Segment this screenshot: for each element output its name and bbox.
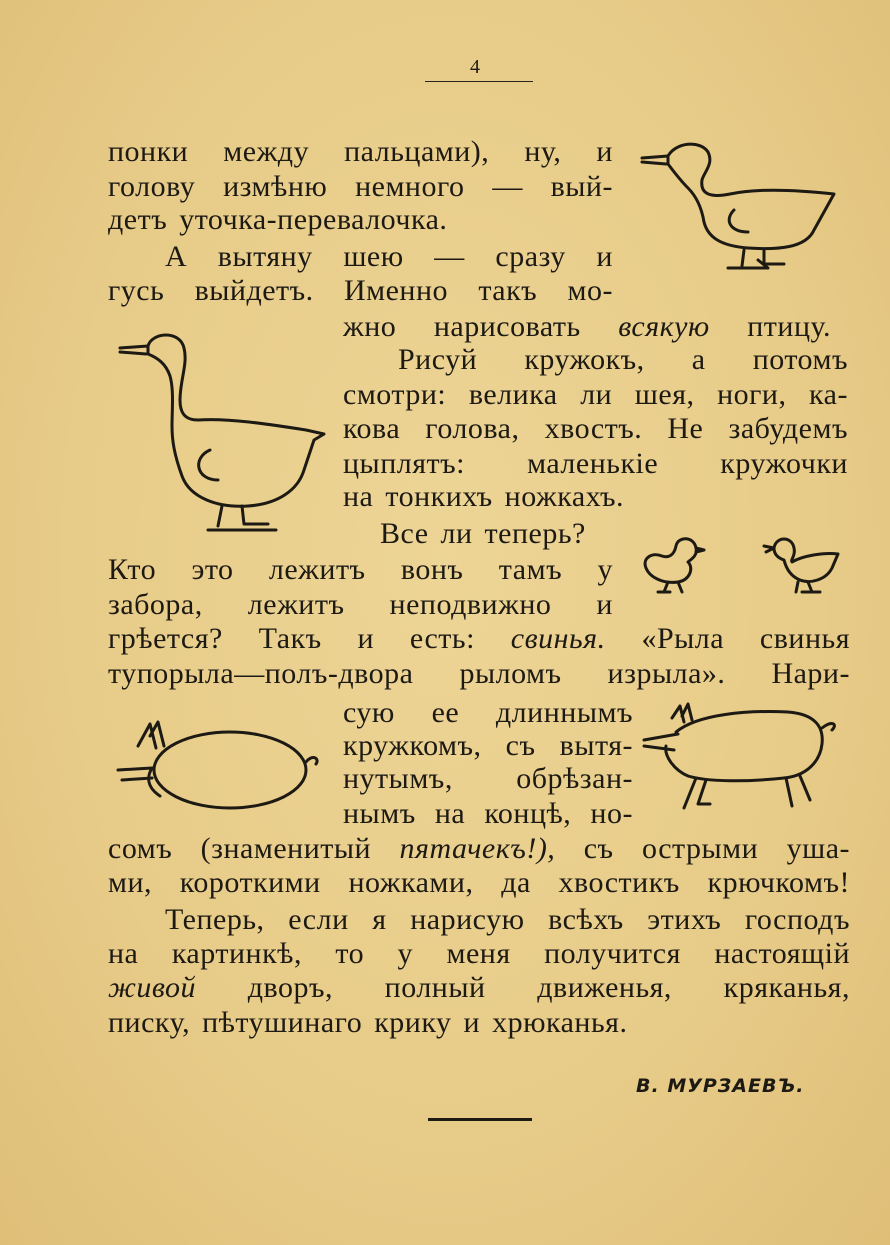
word: хрюканья. xyxy=(492,1006,628,1039)
word: между xyxy=(223,135,310,168)
word: господъ xyxy=(744,903,850,936)
word: вонъ xyxy=(400,553,464,586)
text-line xyxy=(108,937,850,971)
word: тонкихъ xyxy=(385,480,493,513)
text-line xyxy=(108,1006,627,1040)
word: полный xyxy=(384,971,486,1004)
word: ее xyxy=(431,696,460,729)
word: «Рыла xyxy=(641,622,725,655)
word: измѣню xyxy=(223,170,328,203)
text-line xyxy=(108,657,850,691)
chick-drawing xyxy=(638,534,708,594)
text-line xyxy=(343,447,848,481)
word: и xyxy=(596,135,613,168)
word: цыплятъ: xyxy=(343,447,465,480)
text-line xyxy=(108,135,613,169)
word: Именно xyxy=(343,274,449,307)
word: ну, xyxy=(524,135,562,168)
word: свинья. xyxy=(510,622,606,655)
word: короткими xyxy=(179,866,321,899)
word: кряканья, xyxy=(723,971,850,1004)
word: крику xyxy=(374,1006,452,1039)
word: дворъ, xyxy=(247,971,333,1004)
word: Не xyxy=(667,412,704,445)
word: сую xyxy=(343,696,395,729)
word: настоящій xyxy=(714,937,850,970)
word: Рисуй xyxy=(398,343,478,376)
word: длиннымъ xyxy=(495,696,633,729)
word: тупорыла—полъ-двора xyxy=(108,657,414,690)
word: неподвижно xyxy=(389,588,552,621)
text-line xyxy=(343,378,848,412)
word: и xyxy=(463,1006,481,1039)
word: движенья, xyxy=(537,971,672,1004)
word: нымъ xyxy=(343,797,416,830)
text-line xyxy=(108,274,613,308)
author-signature: В. МУРЗАЕВЪ. xyxy=(636,1075,805,1097)
word: пальцами), xyxy=(344,135,490,168)
word: обрѣзан- xyxy=(516,762,633,795)
pig-lying-drawing xyxy=(112,718,332,818)
word: меня xyxy=(446,937,511,970)
word: ножками, xyxy=(348,866,474,899)
word: и xyxy=(596,588,613,621)
word: нутымъ, xyxy=(343,762,453,795)
word: вытяну xyxy=(217,240,313,273)
word: мо- xyxy=(567,274,613,307)
word: лежитъ xyxy=(247,588,345,621)
text-line xyxy=(108,170,613,204)
word: Кто xyxy=(108,553,157,586)
word: у xyxy=(597,553,613,586)
word: нарисую xyxy=(410,903,525,936)
text-line xyxy=(343,729,633,763)
pig-standing-drawing xyxy=(638,700,838,815)
word: крючкомъ! xyxy=(707,866,850,899)
header-rule xyxy=(425,81,533,82)
word: но- xyxy=(590,797,633,830)
word: сразу xyxy=(495,240,566,273)
word: Такъ xyxy=(258,622,322,655)
text-line xyxy=(398,343,848,377)
word: съ xyxy=(505,729,536,762)
footer-rule xyxy=(428,1118,532,1121)
word: свинья xyxy=(759,622,850,655)
duck-drawing xyxy=(638,138,843,273)
word: я xyxy=(372,903,387,936)
word: ми, xyxy=(108,866,153,899)
word: голову xyxy=(108,170,196,203)
page-number: 4 xyxy=(470,56,480,78)
word: смотри: xyxy=(343,378,447,411)
word: велика xyxy=(468,378,558,411)
text-line xyxy=(343,696,633,730)
word: Нари- xyxy=(771,657,850,690)
word: этихъ xyxy=(647,903,722,936)
word: изрыла». xyxy=(607,657,726,690)
word: ли xyxy=(580,378,613,411)
word: голова, xyxy=(425,412,520,445)
word: есть: xyxy=(409,622,475,655)
word: ка- xyxy=(809,378,848,411)
word: потомъ xyxy=(752,343,848,376)
text-line xyxy=(165,903,850,937)
text-line xyxy=(343,310,831,344)
text-line xyxy=(343,762,633,796)
word: если xyxy=(288,903,349,936)
word: хвостикъ xyxy=(558,866,680,899)
word: такъ xyxy=(478,274,538,307)
word: забора, xyxy=(108,588,203,621)
text-line xyxy=(343,412,848,446)
word: на xyxy=(434,797,466,830)
word: жно xyxy=(343,310,397,343)
chick-drawing-2 xyxy=(762,534,847,594)
word: кружкомъ, xyxy=(343,729,482,762)
text-line xyxy=(108,971,850,1005)
word: А xyxy=(165,240,188,273)
word: кружочки xyxy=(720,447,848,480)
word: концѣ, xyxy=(484,797,572,830)
word: вый- xyxy=(550,170,613,203)
word: на xyxy=(343,480,374,513)
word: тамъ xyxy=(498,553,563,586)
word: кружокъ, xyxy=(524,343,645,376)
word: шею xyxy=(343,240,404,273)
word: острыми xyxy=(641,832,759,865)
word: птицу. xyxy=(747,310,831,343)
word: да xyxy=(501,866,531,899)
text-line xyxy=(108,622,850,656)
word: ножкахъ. xyxy=(504,480,624,513)
text-line xyxy=(108,588,613,622)
word: понки xyxy=(108,135,189,168)
word: у xyxy=(397,937,414,970)
word: ли xyxy=(440,517,473,550)
word: и xyxy=(596,240,613,273)
word: писку, xyxy=(108,1006,191,1039)
word: гусь xyxy=(108,274,165,307)
text-line xyxy=(108,832,850,866)
word: Теперь, xyxy=(165,903,265,936)
word: грѣется? xyxy=(108,622,223,655)
word: это xyxy=(191,553,234,586)
text-line xyxy=(108,203,447,237)
text-line xyxy=(343,797,633,831)
word: всѣхъ xyxy=(548,903,624,936)
word: — xyxy=(492,170,523,203)
word: забудемъ xyxy=(728,412,848,445)
text-line xyxy=(380,517,586,551)
word: съ xyxy=(583,832,614,865)
word: выйдетъ. xyxy=(194,274,314,307)
text-line xyxy=(108,553,613,587)
text-line xyxy=(108,866,850,900)
word: сомъ xyxy=(108,832,173,865)
word: кова xyxy=(343,412,401,445)
word: нарисовать xyxy=(433,310,581,343)
word: (знаменитый xyxy=(200,832,372,865)
word: картинкѣ, xyxy=(171,937,302,970)
word: уточка-перевалочка. xyxy=(179,203,448,236)
word: шея, xyxy=(634,378,695,411)
text-line xyxy=(165,240,613,274)
word: лежитъ xyxy=(268,553,366,586)
word: вытя- xyxy=(559,729,633,762)
word: а xyxy=(691,343,706,376)
goose-drawing xyxy=(118,330,333,540)
word: получится xyxy=(544,937,681,970)
word: рыломъ xyxy=(459,657,562,690)
word: пятачекъ!), xyxy=(399,832,556,865)
word: всякую xyxy=(618,310,710,343)
text-line xyxy=(343,480,624,514)
word: то xyxy=(335,937,365,970)
word: маленькіе xyxy=(527,447,659,480)
word: детъ xyxy=(108,203,168,236)
word: хвостъ. xyxy=(544,412,643,445)
word: пѣтушинаго xyxy=(202,1006,363,1039)
word: немного xyxy=(355,170,465,203)
word: живой xyxy=(108,971,197,1004)
word: ноги, xyxy=(717,378,787,411)
word: теперь? xyxy=(484,517,586,550)
word: уша- xyxy=(786,832,850,865)
word: — xyxy=(434,240,465,273)
word: и xyxy=(357,622,375,655)
word: Все xyxy=(380,517,429,550)
word: на xyxy=(108,937,139,970)
